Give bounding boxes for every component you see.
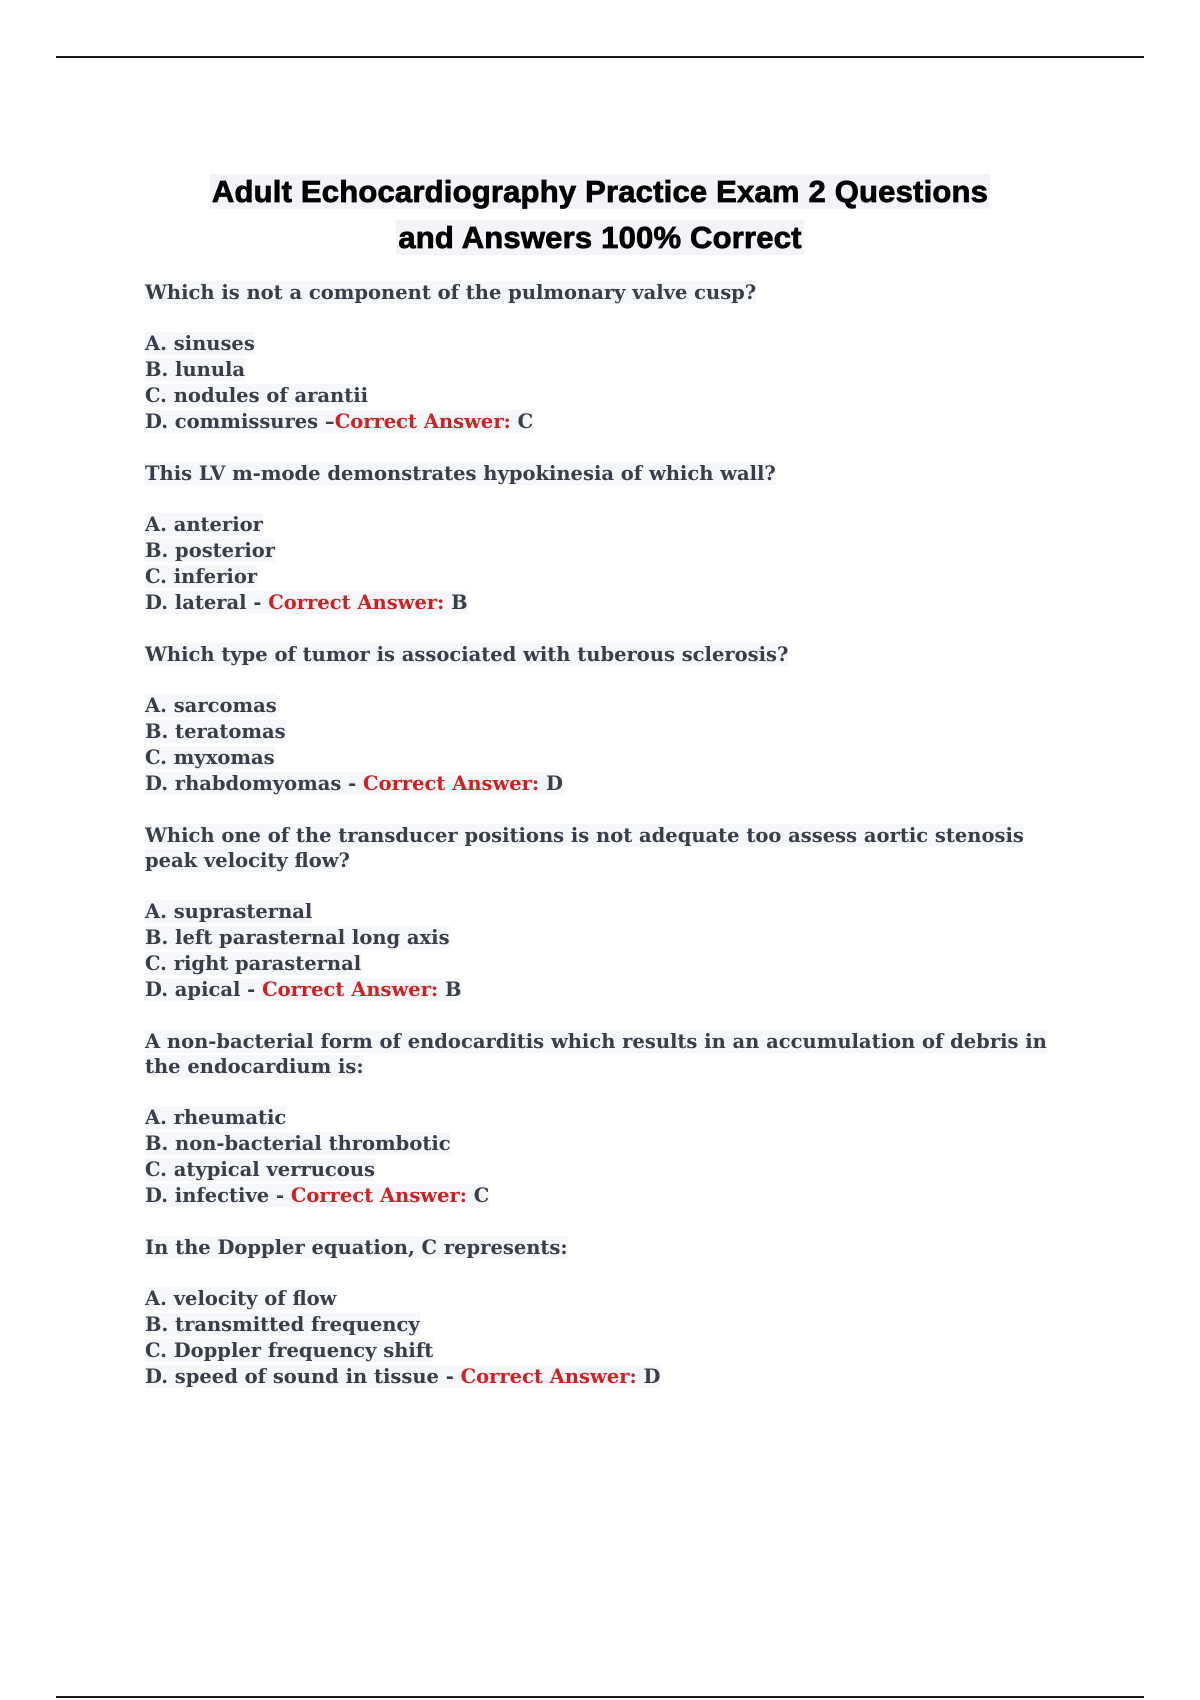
option-c: C. myxomas (145, 746, 275, 769)
correct-answer-value: C (466, 1184, 490, 1207)
option-c: C. nodules of arantii (145, 384, 369, 407)
option-c: C. Doppler frequency shift (145, 1339, 434, 1362)
option-b: B. lunula (145, 358, 246, 381)
correct-answer-label: Correct Answer: (268, 591, 445, 614)
correct-answer-value: D (539, 772, 563, 795)
option-b: B. posterior (145, 539, 276, 562)
question-list (145, 280, 1065, 1416)
correct-answer-label: Correct Answer: (334, 410, 511, 433)
option-d: D. apical - Correct Answer: B (145, 978, 462, 1001)
top-divider (56, 56, 1144, 58)
option-a: A. sinuses (145, 332, 255, 355)
option-c: C. right parasternal (145, 952, 362, 975)
bottom-divider (56, 1696, 1144, 1698)
option-a: A. rheumatic (145, 1106, 287, 1129)
option-d: D. lateral - Correct Answer: B (145, 591, 468, 614)
question-item-1 (145, 280, 1065, 435)
question-text: A non-bacterial form of endocarditis which results in an accumulation of debris in the endocardium is: (145, 1030, 1047, 1078)
question-text: In the Doppler equation, C represents: (145, 1236, 568, 1259)
question-item-4 (145, 823, 1065, 1003)
option-b: B. transmitted frequency (145, 1313, 420, 1336)
option-b: B. non-bacterial thrombotic (145, 1132, 451, 1155)
question-item-2 (145, 461, 1065, 616)
question-text: Which one of the transducer positions is not adequate too assess aortic stenosis peak velocity flow? (145, 824, 1024, 872)
title-line-1: Adult Echocardiography Practice Exam 2 Questions (211, 173, 989, 209)
correct-answer-value: B (444, 591, 468, 614)
question-text: Which is not a component of the pulmonary valve cusp? (145, 281, 757, 304)
option-d: D. infective - Correct Answer: C (145, 1184, 490, 1207)
option-d: D. speed of sound in tissue - Correct Answer: D (145, 1365, 661, 1388)
title-line-2: and Answers 100% Correct (398, 219, 802, 255)
correct-answer-label: Correct Answer: (460, 1365, 637, 1388)
correct-answer-value: D (636, 1365, 661, 1388)
option-b: B. teratomas (145, 720, 286, 743)
option-a: A. anterior (145, 513, 263, 536)
page-title (100, 169, 1100, 261)
option-a: A. sarcomas (145, 694, 277, 717)
question-item-3 (145, 642, 1065, 797)
option-d: D. commissures –Correct Answer: C (145, 410, 534, 433)
correct-answer-label: Correct Answer: (290, 1184, 467, 1207)
correct-answer-value: C (510, 410, 534, 433)
option-a: A. suprasternal (145, 900, 313, 923)
question-text: Which type of tumor is associated with tuberous sclerosis? (145, 643, 789, 666)
option-a: A. velocity of flow (145, 1287, 337, 1310)
correct-answer-value: B (438, 978, 462, 1001)
question-text: This LV m-mode demonstrates hypokinesia of which wall? (145, 462, 776, 485)
option-b: B. left parasternal long axis (145, 926, 450, 949)
option-c: C. inferior (145, 565, 258, 588)
correct-answer-label: Correct Answer: (262, 978, 439, 1001)
option-d: D. rhabdomyomas - Correct Answer: D (145, 772, 563, 795)
option-c: C. atypical verrucous (145, 1158, 375, 1181)
question-item-5 (145, 1029, 1065, 1209)
question-item-6 (145, 1235, 1065, 1390)
correct-answer-label: Correct Answer: (363, 772, 540, 795)
